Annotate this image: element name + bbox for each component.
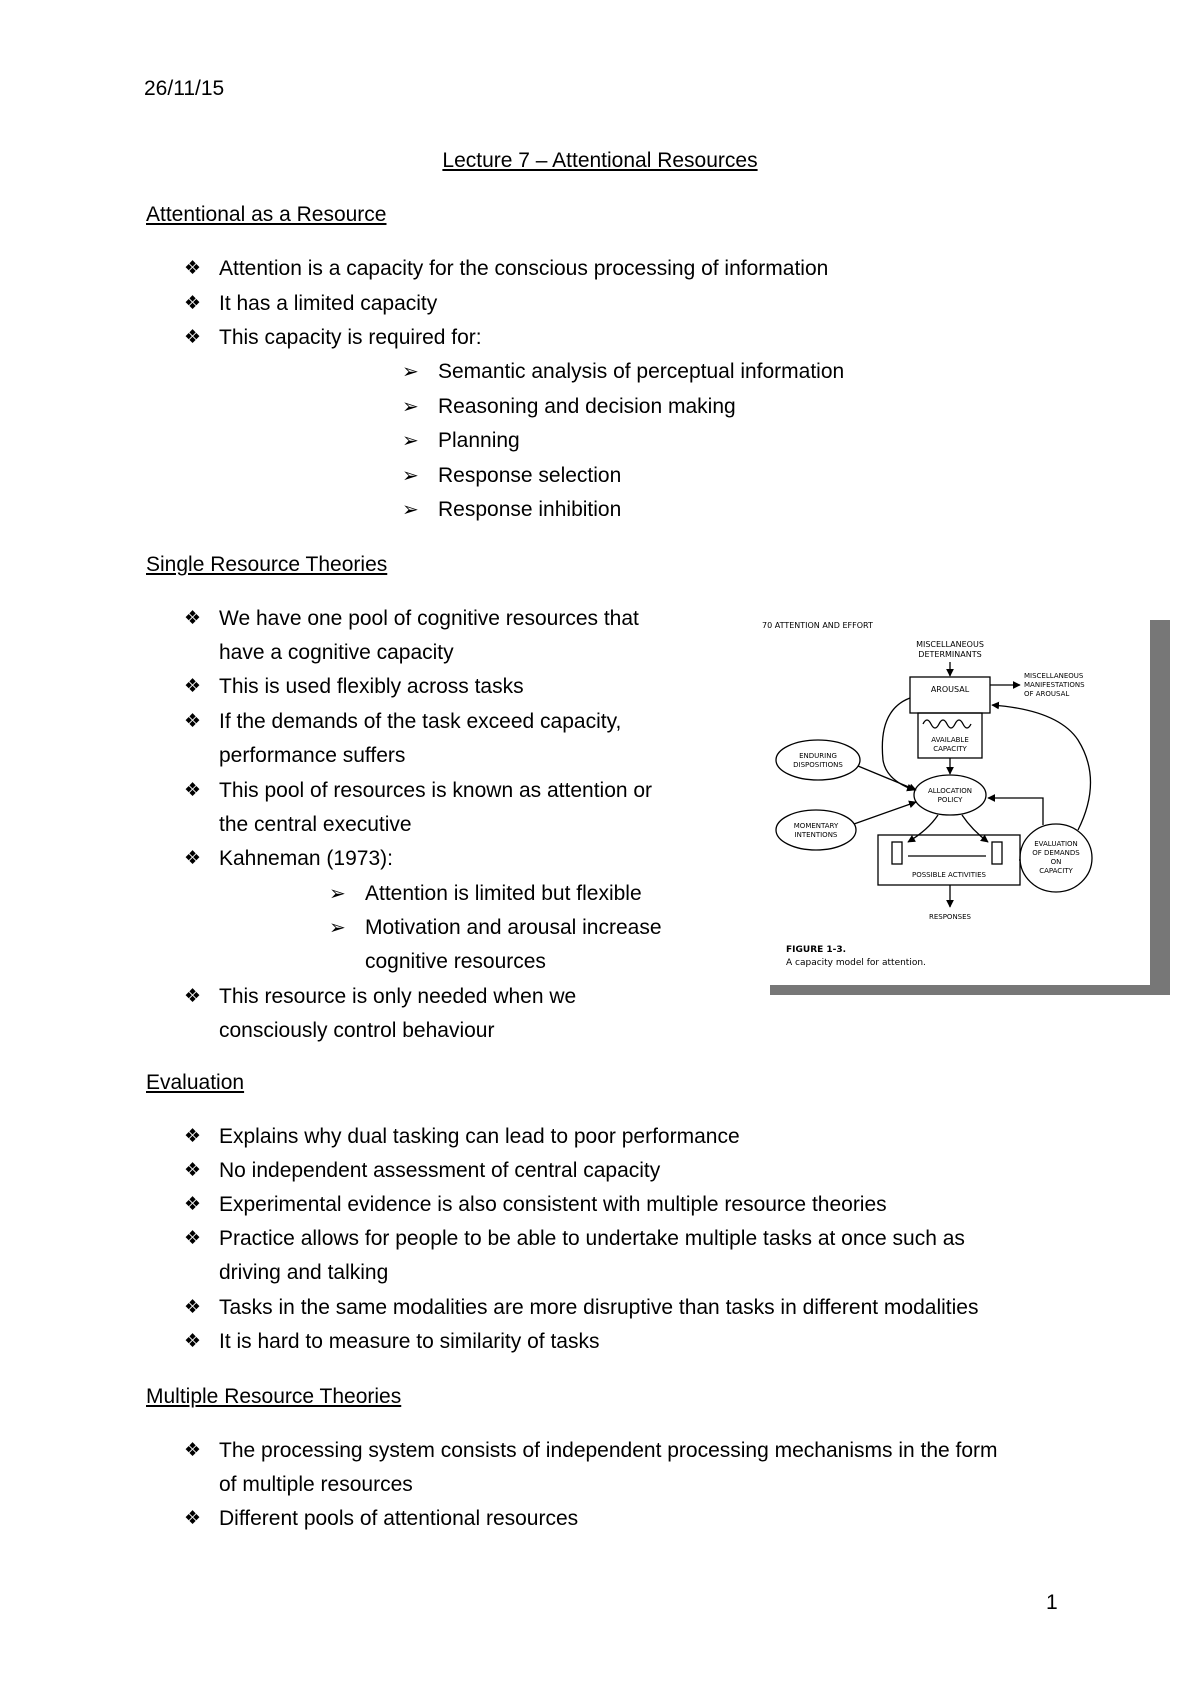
list-item: Planning <box>438 429 520 452</box>
bullet-icon: ❖ <box>184 780 202 801</box>
list-item-continuation: have a cognitive capacity <box>219 641 454 664</box>
list-item-continuation: of multiple resources <box>219 1473 413 1496</box>
bullet-icon: ❖ <box>184 1331 202 1352</box>
list-item: Response inhibition <box>438 498 622 521</box>
list-item: Explains why dual tasking can lead to poor performance <box>219 1125 740 1148</box>
list-item: Tasks in the same modalities are more disruptive than tasks in different modalities <box>219 1296 979 1319</box>
arrow-bullet-icon: ➢ <box>402 499 419 521</box>
bullet-icon: ❖ <box>184 676 202 697</box>
bullet-icon: ❖ <box>184 848 202 869</box>
section-heading-evaluation: Evaluation <box>146 1071 245 1094</box>
bullet-icon: ❖ <box>184 1508 202 1529</box>
list-item: This is used flexibly across tasks <box>219 675 524 698</box>
arrow-bullet-icon: ➢ <box>402 361 419 383</box>
possible-activities-label: POSSIBLE ACTIVITIES <box>912 871 986 879</box>
list-item: We have one pool of cognitive resources that <box>219 607 639 630</box>
list-item: If the demands of the task exceed capacity, <box>219 710 622 733</box>
capacity-model-diagram <box>758 620 1150 985</box>
evaluation-label: EVALUATION <box>1034 840 1078 848</box>
list-item: Semantic analysis of perceptual information <box>438 360 845 383</box>
section-heading-multiple-resource: Multiple Resource Theories <box>146 1385 402 1408</box>
momentary-intentions-label: MOMENTARY <box>793 822 839 830</box>
section-heading-attention-resource: Attentional as a Resource <box>146 203 387 226</box>
page-number: 1 <box>1046 1591 1058 1614</box>
misc-determinants-label: MISCELLANEOUS <box>916 640 984 649</box>
arrow-bullet-icon: ➢ <box>329 883 346 905</box>
list-item: This capacity is required for: <box>219 326 482 349</box>
figure-page-header: 70 ATTENTION AND EFFORT <box>762 621 873 630</box>
evaluation-label: OF DEMANDS <box>1032 849 1080 857</box>
evaluation-label: ON <box>1050 858 1062 866</box>
responses-label: RESPONSES <box>928 913 972 921</box>
misc-manifestations-label: OF AROUSAL <box>1024 690 1070 698</box>
bullet-icon: ❖ <box>184 608 202 629</box>
arrow-bullet-icon: ➢ <box>402 465 419 487</box>
list-item-continuation: driving and talking <box>219 1261 389 1284</box>
bullet-icon: ❖ <box>184 1160 202 1181</box>
arrow-bullet-icon: ➢ <box>329 917 346 939</box>
capacity-model-figure <box>758 620 1158 995</box>
bullet-icon: ❖ <box>184 258 202 279</box>
figure-caption-label: FIGURE 1-3. <box>786 945 847 955</box>
figure-caption-text: A capacity model for attention. <box>786 958 926 968</box>
available-capacity-label: AVAILABLE <box>931 736 969 744</box>
available-capacity-label: CAPACITY <box>933 745 967 753</box>
arousal-label: AROUSAL <box>930 685 970 694</box>
bullet-icon: ❖ <box>184 711 202 732</box>
list-item-continuation: performance suffers <box>219 744 406 767</box>
bullet-icon: ❖ <box>184 1194 202 1215</box>
list-item: It is hard to measure to similarity of tasks <box>219 1330 600 1353</box>
misc-manifestations-label: MANIFESTATIONS <box>1024 681 1085 689</box>
momentary-intentions-label: INTENTIONS <box>794 831 838 839</box>
arrow-bullet-icon: ➢ <box>402 430 419 452</box>
page-title: Lecture 7 – Attentional Resources <box>442 149 758 172</box>
list-item: It has a limited capacity <box>219 292 438 315</box>
list-item: Attention is limited but flexible <box>365 882 642 905</box>
bullet-icon: ❖ <box>184 327 202 348</box>
list-item: Practice allows for people to be able to undertake multiple tasks at once such as <box>219 1227 965 1250</box>
list-item-continuation: cognitive resources <box>365 950 546 973</box>
header-date: 26/11/15 <box>144 77 225 100</box>
list-item: Reasoning and decision making <box>438 395 736 418</box>
list-item: No independent assessment of central capacity <box>219 1159 661 1182</box>
bullet-icon: ❖ <box>184 293 202 314</box>
arrow-bullet-icon: ➢ <box>402 396 419 418</box>
bullet-icon: ❖ <box>184 1228 202 1249</box>
enduring-dispositions-label: ENDURING <box>799 752 837 760</box>
list-item: This pool of resources is known as attention or <box>219 779 653 802</box>
misc-determinants-label: DETERMINANTS <box>918 650 982 659</box>
figure-panel <box>758 620 1150 985</box>
list-item: Different pools of attentional resources <box>219 1507 579 1530</box>
bullet-icon: ❖ <box>184 986 202 1007</box>
list-item-continuation: the central executive <box>219 813 412 836</box>
allocation-policy-label: POLICY <box>937 796 963 804</box>
list-item: The processing system consists of independent processing mechanisms in the form <box>219 1439 998 1462</box>
bullet-icon: ❖ <box>184 1297 202 1318</box>
allocation-policy-label: ALLOCATION <box>927 787 973 795</box>
list-item: Attention is a capacity for the conscious processing of information <box>219 257 829 280</box>
bullet-icon: ❖ <box>184 1440 202 1461</box>
list-item-continuation: consciously control behaviour <box>219 1019 495 1042</box>
bullet-icon: ❖ <box>184 1126 202 1147</box>
list-item: Kahneman (1973): <box>219 847 393 870</box>
section-heading-single-resource: Single Resource Theories <box>146 553 388 576</box>
list-item: Experimental evidence is also consistent with multiple resource theories <box>219 1193 887 1216</box>
misc-manifestations-label: MISCELLANEOUS <box>1024 672 1084 680</box>
evaluation-label: CAPACITY <box>1039 867 1073 875</box>
list-item: Motivation and arousal increase <box>365 916 662 939</box>
enduring-dispositions-label: DISPOSITIONS <box>793 761 843 769</box>
list-item: Response selection <box>438 464 622 487</box>
list-item: This resource is only needed when we <box>219 985 577 1008</box>
